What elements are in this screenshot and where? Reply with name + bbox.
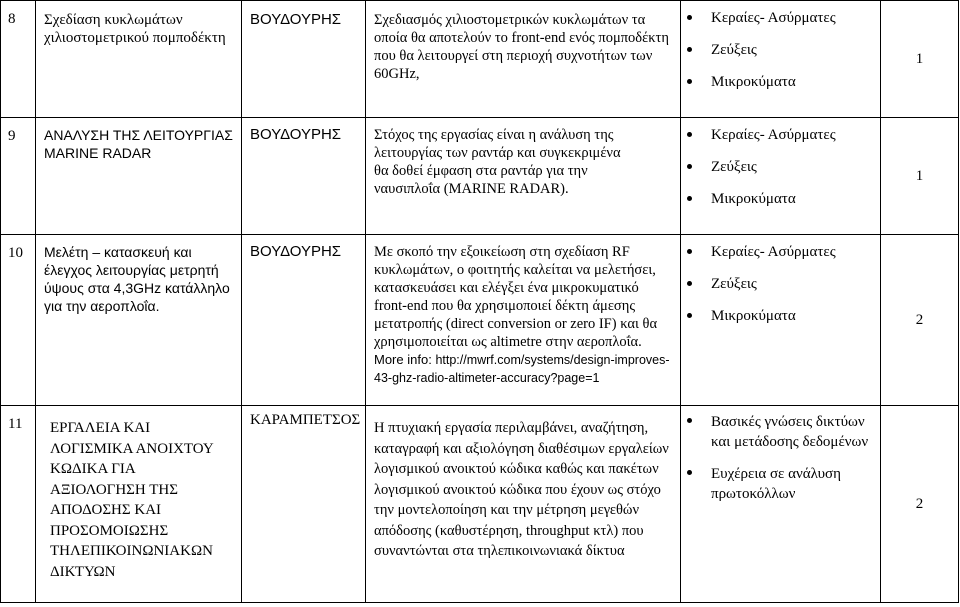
table-row [1,118,959,235]
bullet-icon [687,470,692,475]
supervisor-cell [242,1,366,118]
bullet-icon [687,313,692,318]
bullet-icon [687,249,692,254]
topic-description: Με σκοπό την εξοικείωση στη σχεδίαση RF κυκλωμάτων, ο φοιτητής καλείται να μελετήσει, κατασκευάσει και ελέγξει ένα μικροκυματικό front-end που θα χρησιμοποιεί δέκτη άμεσης μετατροπής (direct conversion or zero IF) και θα χρησιμοποιείται ως altimetre στην αεροπλοΐα. [374,244,658,350]
keyword-item: Ζεύξεις [699,41,880,59]
topic-title: Μελέτη – κατασκευή και έλεγχος λειτουργίας μετρητή ύψους στα 4,3GHz κατάλληλο για την αεροπλοΐα. [44,244,230,314]
row-number: 9 [1,118,36,235]
keyword-item: Κεραίες- Ασύρματες [699,243,880,261]
supervisor-name: ΒΟΥΔΟΥΡΗΣ [250,11,342,28]
supervisor-name: ΚΑΡΑΜΠΕΤΣΟΣ [250,412,361,428]
row-number: 8 [1,1,36,118]
keyword-item: Μικροκύματα [699,307,880,325]
keyword-item: Ζεύξεις [699,158,880,176]
topic-title-cell [36,1,242,118]
topic-title: Σχεδίαση κυκλωμάτων χιλιοστομετρικού πομποδέκτη [44,12,226,46]
keyword-item: Μικροκύματα [699,190,880,208]
bullet-icon [687,418,692,423]
keyword-item: Μικροκύματα [699,73,880,91]
bullet-icon [687,132,692,137]
supervisor-name: ΒΟΥΔΟΥΡΗΣ [250,126,342,143]
topic-title: ΕΡΓΑΛΕΙΑ ΚΑΙ ΛΟΓΙΣΜΙΚΑ ΑΝΟΙΧΤΟΥ ΚΩΔΙΚΑ ΓΙΑ ΑΞΙΟΛΟΓΗΣΗ ΤΗΣ ΑΠΟΔΟΣΗΣ ΚΑΙ ΠΡΟΣΟΜΟΙΩΣΗΣ ΤΗΛΕΠΙΚΟΙΝΩΝΙΑΚΩΝ ΔΙΚΤΥΩΝ [50,420,214,580]
more-info [374,351,674,387]
bullet-icon [687,15,692,20]
bullet-icon [687,196,692,201]
topic-title: ΑΝΑΛΥΣΗ ΤΗΣ ΛΕΙΤΟΥΡΓΙΑΣ MARINE RADAR [44,127,233,161]
description-cell [366,118,681,235]
row-number: 10 [1,235,36,406]
topic-title-cell [36,118,242,235]
supervisor-name: ΒΟΥΔΟΥΡΗΣ [250,243,342,260]
topic-title-cell [36,406,242,603]
bullet-icon [687,47,692,52]
keywords-cell [681,118,881,235]
more-info-link[interactable]: http://mwrf.com/systems/design-improves-43-ghz-radio-altimeter-accuracy?page=1 [374,353,670,385]
keyword-item: Κεραίες- Ασύρματες [699,126,880,144]
topic-description: Η πτυχιακή εργασία περιλαμβάνει, αναζήτηση, καταγραφή και αξιολόγηση διαθέσιμων εργαλείων λογισμικού ανοικτού κώδικα καθώς και πακέτων λογισμικού ανοικτού κώδικα που έχουν ως στόχο την μοντελοποίηση και την μέτρηση μεγεθών απόδοσης (καθυστέρηση, throughput κτλ) που συναντώνται στα τηλεπικοινωνιακά δίκτυα [374,420,669,559]
supervisor-cell [242,118,366,235]
keywords-cell [681,406,881,603]
table-row [1,1,959,118]
table-row [1,406,959,603]
description-cell [366,1,681,118]
student-count: 1 [881,1,959,118]
keywords-cell [681,1,881,118]
topic-description: Στόχος της εργασίας είναι η ανάλυση της λειτουργίας των ραντάρ και συγκεκριμένα θα δοθεί έμφαση στα ραντάρ για την ναυσιπλοΐα (MARINE RADAR). [374,127,621,197]
student-count: 1 [881,118,959,235]
description-cell [366,235,681,406]
row-number: 11 [1,406,36,603]
table-row [1,235,959,406]
student-count: 2 [881,235,959,406]
student-count: 2 [881,406,959,603]
topic-description: Σχεδιασμός χιλιοστομετρικών κυκλωμάτων τα οποία θα αποτελούν το front-end ενός πομποδέκτη που θα λειτουργεί στη περιοχή συχνοτήτων των 60GHz, [374,12,669,82]
bullet-icon [687,164,692,169]
topic-title-cell [36,235,242,406]
supervisor-cell [242,235,366,406]
keyword-item: Ευχέρεια σε ανάλυση πρωτοκόλλων [699,464,880,504]
keyword-item: Ζεύξεις [699,275,880,293]
supervisor-cell [242,406,366,603]
description-cell [366,406,681,603]
more-info-label: More info: [374,352,432,367]
keyword-item: Βασικές γνώσεις δικτύων και μετάδοσης δεδομένων [699,412,880,452]
bullet-icon [687,79,692,84]
keyword-item: Κεραίες- Ασύρματες [699,9,880,27]
bullet-icon [687,281,692,286]
description-block [366,235,680,387]
keywords-cell [681,235,881,406]
